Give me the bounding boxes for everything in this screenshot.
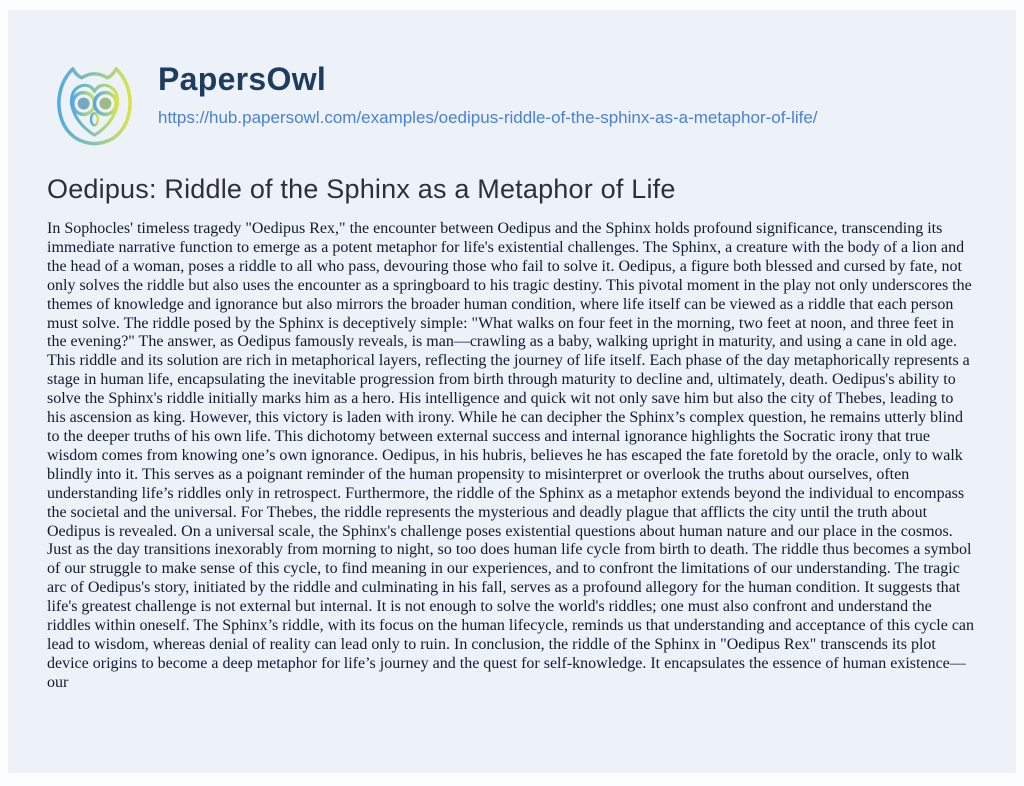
brand-block [158, 57, 818, 128]
page-url-link[interactable]: https://hub.papersowl.com/examples/oedipus-riddle-of-the-sphinx-as-a-metaphor-of-life/ [158, 108, 818, 127]
essay-body-text: In Sophocles' timeless tragedy "Oedipus Rex," the encounter between Oedipus and the Sphinx holds profound significance, transcending its immediate narrative function to emerge as a potent metaphor for life's existential challenges. The Sphinx, a creature with the body of a lion and the head of a woman, poses a riddle to all who pass, devouring those who fail to solve it. Oedipus, a figure both blessed and cursed by fate, not only solves the riddle but also uses the encounter as a springboard to his tragic destiny. This pivotal moment in the play not only underscores the themes of knowledge and ignorance but also mirrors the broader human condition, where life itself can be viewed as a riddle that each person must solve. The riddle posed by the Sphinx is deceptively simple: "What walks on four feet in the morning, two feet at noon, and three feet in the evening?" The answer, as Oedipus famously reveals, is man—crawling as a baby, walking upright in maturity, and using a cane in old age. This riddle and its solution are rich in metaphorical layers, reflecting the journey of life itself. Each phase of the day metaphorically represents a stage in human life, encapsulating the inevitable progression from birth through maturity to decline and, ultimately, death. Oedipus's ability to solve the Sphinx's riddle initially marks him as a hero. His intelligence and quick wit not only save him but also the city of Thebes, leading to his ascension as king. However, this victory is laden with irony. While he can decipher the Sphinx’s complex question, he remains utterly blind to the deeper truths of his own life. This dichotomy between external success and internal ignorance highlights the Socratic irony that true wisdom comes from knowing one’s own ignorance. Oedipus, in his hubris, believes he has escaped the fate foretold by the oracle, only to walk blindly into it. This serves as a poignant reminder of the human propensity to misinterpret or overlook the truths about ourselves, often understanding life’s riddles only in retrospect. Furthermore, the riddle of the Sphinx as a metaphor extends beyond the individual to encompass the societal and the universal. For Thebes, the riddle represents the mysterious and deadly plague that afflicts the city until the truth about Oedipus is revealed. On a universal scale, the Sphinx's challenge poses existential questions about human nature and our place in the cosmos. Just as the day transitions inexorably from morning to night, so too does human life cycle from birth to death. The riddle thus becomes a symbol of our struggle to make sense of this cycle, to find meaning in our experiences, and to confront the limitations of our understanding. The tragic arc of Oedipus's story, initiated by the riddle and culminating in his fall, serves as a profound allegory for the human condition. It suggests that life's greatest challenge is not external but internal. It is not enough to solve the world's riddles; one must also confront and understand the riddles within oneself. The Sphinx’s riddle, with its focus on the human lifecycle, reminds us that understanding and acceptance of this cycle can lead to wisdom, whereas denial of reality can lead only to ruin. In conclusion, the riddle of the Sphinx in "Oedipus Rex" transcends its plot device origins to become a deep metaphor for life’s journey and the quest for self-knowledge. It encapsulates the essence of human existence—our [47, 220, 975, 691]
page-content [8, 10, 1016, 693]
site-header [47, 57, 976, 152]
essay-title: Oedipus: Riddle of the Sphinx as a Metaphor of Life [47, 174, 676, 204]
owl-icon [47, 57, 142, 152]
brand-name: PapersOwl [158, 61, 327, 97]
essay-page [8, 10, 1016, 773]
